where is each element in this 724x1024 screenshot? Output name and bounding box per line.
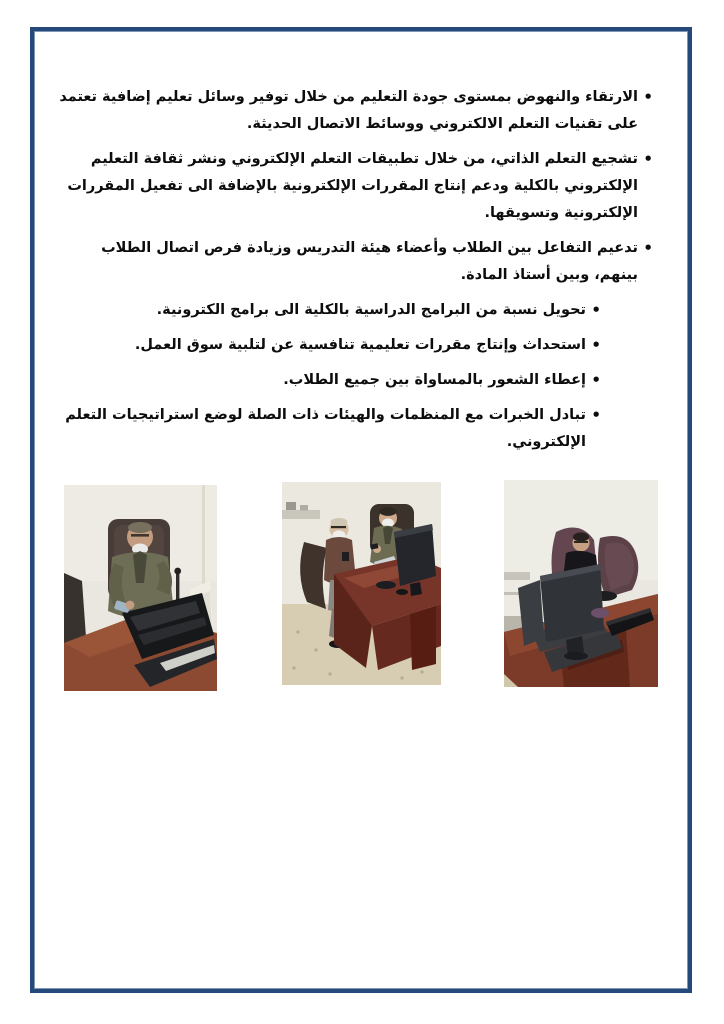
bullet-item: [56, 146, 638, 227]
bullet-text: تدعيم التفاعل بين الطلاب وأعضاء هيئة التدريس وزيادة فرص اتصال الطلاب بينهم، وبين أستاذ المادة.: [101, 240, 638, 283]
bullet-item: [56, 367, 586, 394]
bullet-item: [56, 235, 638, 289]
bullet-text: الارتقاء والنهوض بمستوى جودة التعليم من خلال توفير وسائل تعليم إضافية تعتمد على تقنيات التعلم الالكتروني ووسائط الاتصال الحديثة.: [59, 89, 638, 132]
bullet-item: [56, 332, 586, 359]
photo-illustration: [282, 482, 441, 685]
photo-illustration: [64, 485, 217, 691]
photo-illustration: [504, 480, 658, 687]
bullet-item: [56, 402, 586, 456]
photo-man-at-desk-behind-monitor: [504, 480, 658, 687]
bullet-list: [56, 84, 638, 464]
bullet-text: إعطاء الشعور بالمساواة بين جميع الطلاب.: [283, 372, 586, 388]
photo-two-men-meeting-at-desk: [282, 482, 441, 685]
bullet-text: تشجيع التعلم الذاتي، من خلال تطبيقات التعلم الإلكتروني ونشر ثقافة التعليم الإلكتروني بالكلية ودعم إنتاج المقررات الإلكترونية بالإضافة الى تفعيل المقررات الإلكترونية وتسويقها.: [67, 151, 638, 221]
page-border-frame: [30, 27, 692, 993]
bullet-text: استحداث وإنتاج مقررات تعليمية تنافسية عن لتلبية سوق العمل.: [134, 337, 586, 353]
photo-man-with-phone-at-laptop: [64, 485, 217, 691]
bullet-item: [56, 297, 586, 324]
bullet-item: [56, 84, 638, 138]
bullet-text: تحويل نسبة من البرامج الدراسية بالكلية الى برامج الكترونية.: [156, 302, 586, 318]
bullet-text: تبادل الخبرات مع المنظمات والهيئات ذات الصلة لوضع استراتيجيات التعلم الإلكتروني.: [65, 407, 586, 450]
